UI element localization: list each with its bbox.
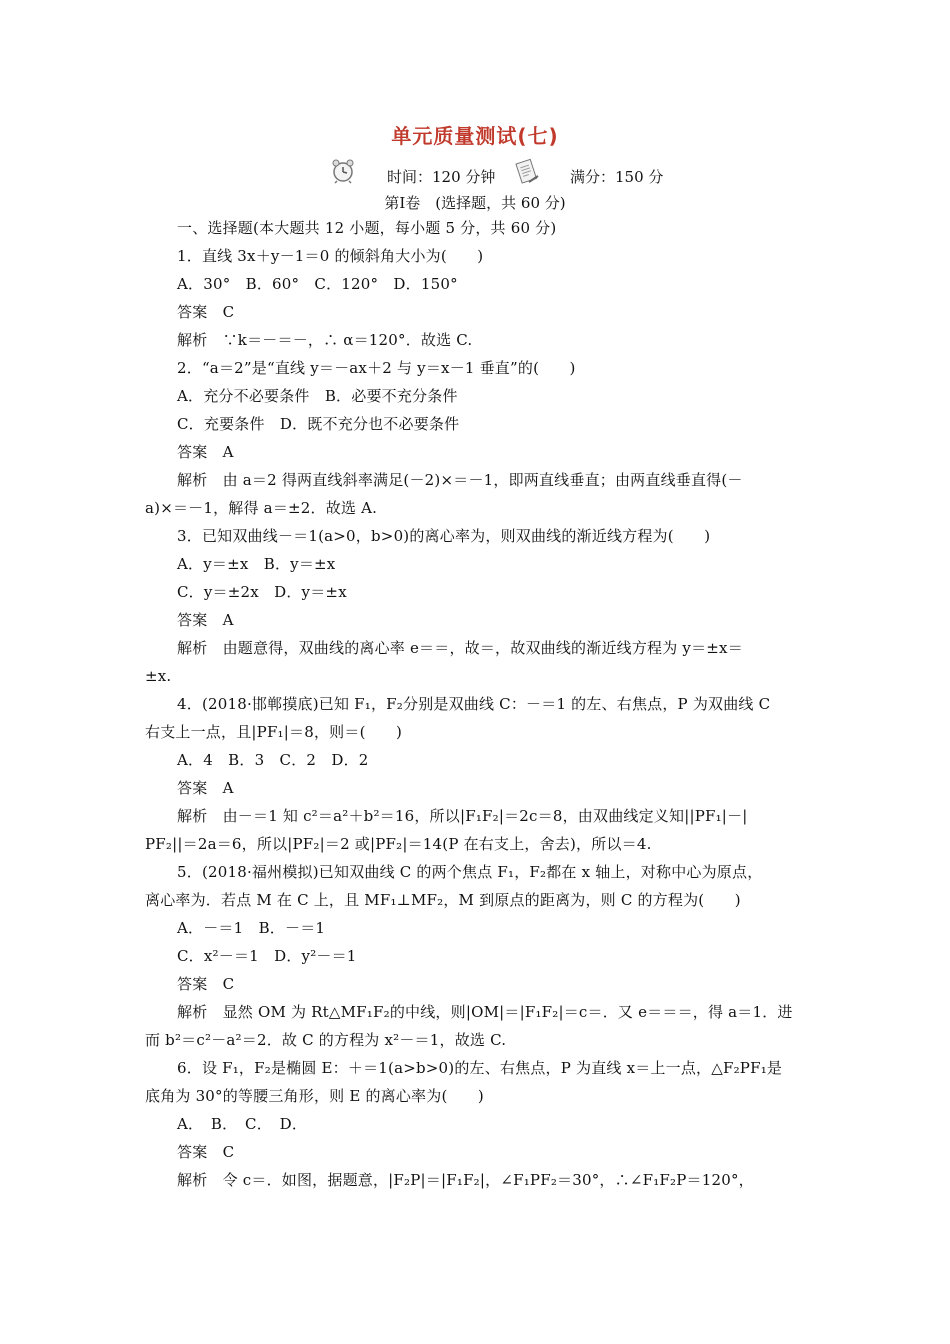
time-limit: 时间：120 分钟 xyxy=(387,168,496,186)
text-line: 解析 由题意得，双曲线的离心率 e＝＝，故＝，故双曲线的渐近线方程为 y＝±x＝ xyxy=(177,639,743,657)
full-score: 满分：150 分 xyxy=(570,168,664,186)
text-line: C．充要条件 D．既不充分也不必要条件 xyxy=(177,415,460,433)
text-line: 答案 C xyxy=(177,975,235,993)
alarm-clock-icon xyxy=(330,158,356,188)
text-line: A．y＝±x B．y＝±x xyxy=(177,555,336,573)
text-line: ±x. xyxy=(145,667,172,685)
text-line: 解析 显然 OM 为 Rt△MF₁F₂的中线，则|OM|＝|F₁F₂|＝c＝．又 e＝＝＝，得 a＝1．进 xyxy=(177,1003,793,1021)
question-content xyxy=(145,214,813,1194)
text-line: 3．已知双曲线－＝1(a>0，b>0)的离心率为，则双曲线的渐近线方程为( ) xyxy=(177,527,711,545)
page-title: 单元质量测试(七) xyxy=(391,124,559,148)
text-line: 4．(2018·邯郸摸底)已知 F₁，F₂分别是双曲线 C：－＝1 的左、右焦点，P 为双曲线 C xyxy=(177,695,771,713)
exam-meta xyxy=(330,158,730,190)
text-line: PF₂||＝2a＝6，所以|PF₂|＝2 或|PF₂|＝14(P 在右支上，舍去)，所以＝4. xyxy=(145,835,652,853)
text-line: 而 b²＝c²－a²＝2．故 C 的方程为 x²－＝1，故选 C. xyxy=(145,1031,507,1049)
text-line: 答案 C xyxy=(177,303,235,321)
text-line: 解析 令 c＝．如图，据题意，|F₂P|＝|F₁F₂|，∠F₁PF₂＝30°，∴∠F₁F₂P＝120°， xyxy=(177,1171,754,1189)
text-line: 1．直线 3x＋y－1＝0 的倾斜角大小为( ) xyxy=(177,247,484,265)
text-line: C．y＝±2x D．y＝±x xyxy=(177,583,347,601)
text-line: 右支上一点，且|PF₁|＝8，则＝( ) xyxy=(145,723,403,741)
text-line: A．30° B．60° C．120° D．150° xyxy=(177,275,458,293)
text-line: C．x²－＝1 D．y²－＝1 xyxy=(177,947,357,965)
text-line: 底角为 30°的等腰三角形，则 E 的离心率为( ) xyxy=(145,1087,484,1105)
text-line: 解析 ∵k＝－＝－，∴ α＝120°．故选 C. xyxy=(177,331,473,349)
text-line: 2．“a＝2”是“直线 y＝－ax＋2 与 y＝x－1 垂直”的( ) xyxy=(177,359,576,377)
text-line: 一、选择题(本大题共 12 小题，每小题 5 分，共 60 分) xyxy=(177,219,557,237)
text-line: 解析 由－＝1 知 c²＝a²＋b²＝16，所以|F₁F₂|＝2c＝8，由双曲线定义知||PF₁|－| xyxy=(177,807,748,825)
text-line: 答案 A xyxy=(177,443,234,461)
text-line: A．－＝1 B．－＝1 xyxy=(177,919,326,937)
text-line: A． B． C． D． xyxy=(177,1115,308,1133)
text-line: 答案 C xyxy=(177,1143,235,1161)
text-line: 解析 由 a＝2 得两直线斜率满足(－2)×＝－1，即两直线垂直；由两直线垂直得(－ xyxy=(177,471,743,489)
text-line: 6．设 F₁，F₂是椭圆 E：＋＝1(a>b>0)的左、右焦点，P 为直线 x＝上一点，△F₂PF₁是 xyxy=(177,1059,783,1077)
text-line: 离心率为．若点 M 在 C 上，且 MF₁⊥MF₂，M 到原点的距离为，则 C 的方程为( ) xyxy=(145,891,741,909)
text-line: a)×＝－1，解得 a＝±2．故选 A. xyxy=(145,499,378,517)
text-line: A．4 B．3 C．2 D．2 xyxy=(177,751,369,769)
text-line: 答案 A xyxy=(177,611,234,629)
exam-paper-icon xyxy=(513,158,541,190)
text-line: 答案 A xyxy=(177,779,234,797)
text-line: 5．(2018·福州模拟)已知双曲线 C 的两个焦点 F₁，F₂都在 x 轴上，对称中心为原点， xyxy=(177,863,763,881)
text-line: A．充分不必要条件 B．必要不充分条件 xyxy=(177,387,458,405)
section-heading: 第Ⅰ卷 (选择题，共 60 分) xyxy=(384,194,566,212)
